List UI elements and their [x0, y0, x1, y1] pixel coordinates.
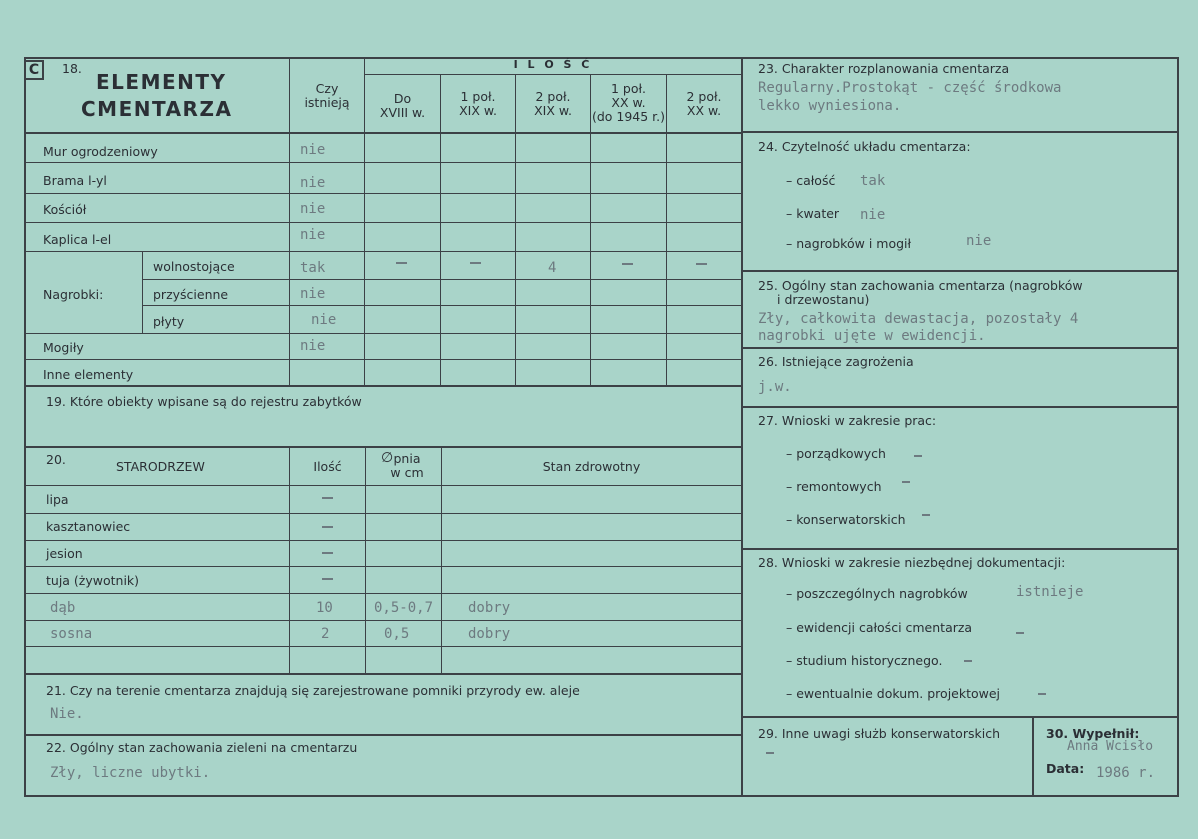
- q22-value: Zły, liczne ubytki.: [50, 765, 211, 781]
- row-brama-value: nie: [300, 175, 326, 191]
- q30-date: 1986 r.: [1096, 765, 1156, 781]
- q27-konserwatorskich-dash: [922, 514, 930, 516]
- q28-studium-dash: [964, 660, 972, 662]
- q27-item-porzadkowych: – porządkowych: [786, 446, 886, 461]
- col-1pol-xix: 1 poł. XIX w.: [459, 89, 497, 118]
- section-18-title-line2: CMENTARZA: [81, 97, 233, 121]
- row-wolnostojace-count: 4: [548, 260, 557, 276]
- q25-value-line1: Zły, całkowita dewastacja, pozostały 4: [758, 311, 1079, 327]
- tree-kasztanowiec-name: kasztanowiec: [46, 519, 131, 534]
- q19-label: 19. Które obiekty wpisane są do rejestru zabytków: [46, 394, 362, 409]
- row-mur-label: Mur ogrodzeniowy: [43, 144, 158, 159]
- col-2pol-xix: 2 poł. XIX w.: [534, 89, 572, 118]
- q30-name: Anna Wcisło: [1067, 739, 1154, 754]
- row-plyty-value: nie: [311, 312, 337, 328]
- q29-dash: [766, 752, 774, 754]
- tree-jesion-name: jesion: [46, 546, 83, 561]
- col-do-xviii: Do XVIII w.: [379, 91, 426, 120]
- row-przyscienne-value: nie: [300, 286, 326, 302]
- q20-number: 20.: [46, 452, 66, 467]
- row-inne-label: Inne elementy: [43, 367, 134, 382]
- row-mogily-value: nie: [300, 338, 326, 354]
- q27-label: 27. Wnioski w zakresie prac:: [758, 413, 937, 428]
- row-kosciol-value: nie: [300, 201, 326, 217]
- tree-sosna-name: sosna: [50, 626, 93, 642]
- row-nagrobki-label: Nagrobki:: [43, 287, 104, 302]
- q27-remontowych-dash: [902, 481, 910, 483]
- row-brama-label: Brama l-yl: [43, 173, 107, 188]
- q28-item-studium: – studium historycznego.: [786, 653, 943, 668]
- q25-label-line1: 25. Ogólny stan zachowania cmentarza (nagrobków: [758, 278, 1083, 293]
- wolno-dash-1: [396, 262, 407, 264]
- q29-label: 29. Inne uwagi służb konserwatorskich: [758, 726, 1000, 741]
- q28-projektowej-dash: [1038, 693, 1046, 695]
- row-kosciol-label: Kościół: [43, 202, 87, 217]
- q24-item-calosc-value: tak: [860, 173, 886, 189]
- q23-value-line1: Regularny.Prostokąt - część środkowa: [758, 80, 1062, 96]
- tree-tuja-dash: [322, 578, 333, 580]
- tree-sosna-health: dobry: [468, 626, 511, 642]
- tree-dab-name: dąb: [50, 600, 76, 616]
- q20-col-pien: pnia w cm: [390, 451, 424, 480]
- q20-col-ilosc: Ilość: [313, 459, 342, 474]
- q25-label-line2: i drzewostanu): [777, 292, 870, 307]
- q24-item-nagrobkow-value: nie: [966, 233, 992, 249]
- tree-dab-diam: 0,5-0,7: [374, 600, 434, 616]
- q26-label: 26. Istniejące zagrożenia: [758, 354, 914, 369]
- row-wolnostojace-value: tak: [300, 260, 326, 276]
- q25-value-line2: nagrobki ujęte w ewidencji.: [758, 328, 986, 344]
- tree-kasztanowiec-dash: [322, 526, 333, 528]
- q28-item-poszczegolnych: – poszczególnych nagrobków: [786, 586, 968, 601]
- q21-value: Nie.: [50, 706, 84, 722]
- row-kaplica-value: nie: [300, 227, 326, 243]
- q30-label: 30. Wypełnił:: [1046, 726, 1140, 741]
- q20-col-stan: Stan zdrowotny: [542, 459, 641, 474]
- tree-sosna-qty: 2: [321, 626, 330, 642]
- wolno-dash-2: [470, 262, 481, 264]
- section-18-title-line1: ELEMENTY: [96, 70, 227, 94]
- q20-title: STARODRZEW: [116, 459, 205, 474]
- row-wolnostojace-label: wolnostojące: [153, 259, 235, 274]
- q28-item-ewidencji: – ewidencji całości cmentarza: [786, 620, 973, 635]
- q26-value: j.w.: [758, 379, 792, 395]
- q24-item-nagrobkow: – nagrobków i mogił: [786, 236, 912, 251]
- q24-label: 24. Czytelność układu cmentarza:: [758, 139, 971, 154]
- tree-lipa-name: lipa: [46, 492, 69, 507]
- q27-porzadkowych-dash: [914, 455, 922, 457]
- q30-date-label: Data:: [1046, 761, 1085, 776]
- tree-tuja-name: tuja (żywotnik): [46, 573, 140, 588]
- q27-item-konserwatorskich: – konserwatorskich: [786, 512, 906, 527]
- q24-item-kwater-value: nie: [860, 207, 886, 223]
- q28-item-poszczegolnych-value: istnieje: [1016, 584, 1084, 600]
- row-przyscienne-label: przyścienne: [153, 287, 229, 302]
- q20-col-pien-symbol: ∅: [381, 450, 394, 466]
- row-kaplica-label: Kaplica l-el: [43, 232, 112, 247]
- ilosc-header: I L O Ś Ć: [513, 58, 593, 71]
- row-mur-value: nie: [300, 142, 326, 158]
- q27-item-remontowych: – remontowych: [786, 479, 882, 494]
- q24-item-calosc: – całość: [786, 173, 836, 188]
- q28-label: 28. Wnioski w zakresie niezbędnej dokumentacji:: [758, 555, 1066, 570]
- q23-label: 23. Charakter rozplanowania cmentarza: [758, 61, 1010, 76]
- section-18-number: 18.: [62, 61, 82, 76]
- wolno-dash-3: [622, 263, 633, 265]
- q21-label: 21. Czy na terenie cmentarza znajdują się zarejestrowane pomniki przyrody ew. aleje: [46, 683, 580, 698]
- col-2pol-xx: 2 poł. XX w.: [686, 89, 722, 118]
- tree-dab-health: dobry: [468, 600, 511, 616]
- q22-label: 22. Ogólny stan zachowania zieleni na cmentarzu: [46, 740, 358, 755]
- q23-value-line2: lekko wyniesiona.: [758, 98, 902, 114]
- col-1pol-xx: 1 poł. XX w. (do 1945 r.): [591, 81, 666, 124]
- tree-sosna-diam: 0,5: [384, 626, 410, 642]
- tree-lipa-dash: [322, 497, 333, 499]
- q28-ewidencji-dash: [1016, 632, 1024, 634]
- row-plyty-label: płyty: [153, 314, 185, 329]
- czy-istnieja-header: Czy istnieją: [304, 81, 350, 110]
- tree-jesion-dash: [322, 552, 333, 554]
- section-c-letter: C: [24, 60, 44, 80]
- q28-item-projektowej: – ewentualnie dokum. projektowej: [786, 686, 1001, 701]
- row-mogily-label: Mogiły: [43, 340, 84, 355]
- q24-item-kwater: – kwater: [786, 206, 840, 221]
- wolno-dash-4: [696, 263, 707, 265]
- tree-dab-qty: 10: [316, 600, 333, 616]
